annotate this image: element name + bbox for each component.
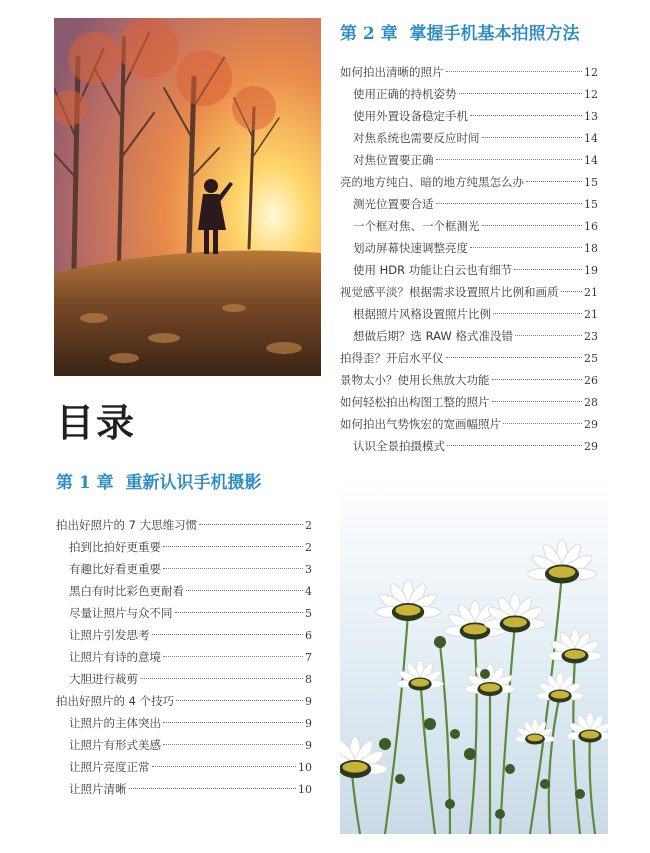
toc-entry-page: 23 <box>584 330 598 343</box>
toc-entry[interactable] <box>340 127 598 149</box>
toc-entry[interactable] <box>56 778 312 800</box>
toc-entry[interactable] <box>340 149 598 171</box>
toc-dot-leader <box>493 313 582 314</box>
toc-entry[interactable] <box>56 602 312 624</box>
toc-entry-title: 如何拍出气势恢宏的宽画幅照片 <box>340 417 501 431</box>
toc-entry[interactable] <box>340 193 598 215</box>
toc-entry-page: 12 <box>584 66 598 79</box>
toc-entry-page: 10 <box>298 761 312 774</box>
toc-dot-leader <box>163 546 303 547</box>
toc-entry[interactable] <box>340 259 598 281</box>
toc-entry[interactable] <box>56 712 312 734</box>
toc-dot-leader <box>163 722 303 723</box>
toc-entry-page: 8 <box>305 673 312 686</box>
toc-entry-page: 6 <box>305 629 312 642</box>
toc-title: 目录 <box>56 401 137 445</box>
toc-entry-title: 如何轻松拍出构图工整的照片 <box>340 395 490 409</box>
toc-entry-page: 3 <box>305 563 312 576</box>
toc-entry[interactable] <box>56 668 312 690</box>
toc-entry-page: 21 <box>584 286 598 299</box>
toc-entry[interactable] <box>340 171 598 193</box>
toc-entry-page: 10 <box>298 783 312 796</box>
toc-entry[interactable] <box>340 347 598 369</box>
toc-entry-page: 15 <box>584 198 598 211</box>
chapter-1-heading <box>56 468 262 493</box>
chapter-1-number: 第 1 章 <box>56 473 114 493</box>
toc-dot-leader <box>459 93 583 94</box>
toc-entry-title: 让照片亮度正常 <box>69 760 150 774</box>
toc-entry[interactable] <box>56 580 312 602</box>
toc-entry[interactable] <box>340 303 598 325</box>
toc-entry-title: 对焦系统也需要反应时间 <box>353 131 480 145</box>
toc-entry-page: 4 <box>305 585 312 598</box>
toc-entry[interactable] <box>340 391 598 413</box>
toc-dot-leader <box>163 744 303 745</box>
toc-entry-title: 想做后期？选 RAW 格式准没错 <box>353 329 513 343</box>
toc-dot-leader <box>163 656 303 657</box>
toc-entry-page: 29 <box>584 418 598 431</box>
toc-entry-page: 29 <box>584 440 598 453</box>
toc-dot-leader <box>140 678 303 679</box>
chapter-1-toc-list <box>56 514 312 800</box>
toc-entry-title: 让照片引发思考 <box>69 628 150 642</box>
toc-entry-page: 2 <box>305 541 312 554</box>
toc-entry[interactable] <box>56 756 312 778</box>
toc-entry[interactable] <box>340 369 598 391</box>
toc-entry-page: 13 <box>584 110 598 123</box>
toc-dot-leader <box>163 568 303 569</box>
toc-entry-title: 一个框对焦、一个框测光 <box>353 219 480 233</box>
toc-entry-page: 14 <box>584 154 598 167</box>
toc-entry-title: 有趣比好看更重要 <box>69 562 161 576</box>
toc-dot-leader <box>492 379 583 380</box>
toc-entry-page: 21 <box>584 308 598 321</box>
toc-dot-leader <box>436 203 583 204</box>
toc-entry-title: 亮的地方纯白、暗的地方纯黑怎么办 <box>340 175 524 189</box>
chapter-2-title: 掌握手机基本拍照方法 <box>409 24 580 44</box>
toc-entry-page: 18 <box>584 242 598 255</box>
toc-entry-page: 9 <box>305 717 312 730</box>
toc-entry-title: 尽量让照片与众不同 <box>69 606 173 620</box>
toc-entry[interactable] <box>340 281 598 303</box>
toc-entry-title: 对焦位置要正确 <box>353 153 434 167</box>
toc-entry[interactable] <box>56 734 312 756</box>
toc-dot-leader <box>561 291 583 292</box>
toc-entry-title: 拍得歪？开启水平仪 <box>340 351 444 365</box>
toc-entry-page: 26 <box>584 374 598 387</box>
toc-entry-page: 7 <box>305 651 312 664</box>
toc-dot-leader <box>470 247 582 248</box>
toc-entry-title: 认识全景拍摄模式 <box>353 439 445 453</box>
toc-dot-leader <box>176 700 303 701</box>
toc-dot-leader <box>129 788 297 789</box>
toc-entry-title: 拍出好照片的 4 个技巧 <box>56 694 175 708</box>
toc-dot-leader <box>199 524 303 525</box>
toc-dot-leader <box>446 71 583 72</box>
toc-entry[interactable] <box>56 536 312 558</box>
toc-entry-title: 根据照片风格设置照片比例 <box>353 307 491 321</box>
toc-entry-page: 28 <box>584 396 598 409</box>
toc-entry-title: 让照片有形式美感 <box>69 738 161 752</box>
toc-dot-leader <box>492 401 583 402</box>
toc-dot-leader <box>470 115 582 116</box>
daisies-photo <box>340 474 608 834</box>
toc-entry[interactable] <box>340 413 598 435</box>
toc-entry-title: 使用正确的持机姿势 <box>353 87 457 101</box>
toc-entry[interactable] <box>56 646 312 668</box>
toc-entry[interactable] <box>56 514 312 536</box>
toc-entry-title: 大胆进行裁剪 <box>69 672 138 686</box>
autumn-silhouette-photo <box>54 18 321 376</box>
toc-entry-title: 让照片清晰 <box>69 782 127 796</box>
toc-entry-page: 12 <box>584 88 598 101</box>
toc-dot-leader <box>446 357 583 358</box>
toc-entry[interactable] <box>56 558 312 580</box>
toc-entry[interactable] <box>56 624 312 646</box>
toc-entry[interactable] <box>340 61 598 83</box>
toc-entry-page: 14 <box>584 132 598 145</box>
toc-entry[interactable] <box>340 435 598 457</box>
chapter-1-title: 重新认识手机摄影 <box>125 473 262 493</box>
toc-dot-leader <box>482 225 583 226</box>
toc-entry-title: 拍到比拍好更重要 <box>69 540 161 554</box>
toc-dot-leader <box>514 269 582 270</box>
toc-entry-title: 使用外置设备稳定手机 <box>353 109 468 123</box>
toc-dot-leader <box>526 181 582 182</box>
toc-entry-page: 15 <box>584 176 598 189</box>
toc-entry[interactable] <box>340 105 598 127</box>
toc-entry-title: 让照片的主体突出 <box>69 716 161 730</box>
toc-dot-leader <box>175 612 304 613</box>
toc-entry-title: 使用 HDR 功能让白云也有细节 <box>353 263 513 277</box>
toc-dot-leader <box>152 634 304 635</box>
toc-entry-page: 25 <box>584 352 598 365</box>
toc-dot-leader <box>482 137 583 138</box>
toc-entry-page: 2 <box>305 519 312 532</box>
toc-dot-leader <box>186 590 303 591</box>
chapter-2-heading <box>340 19 580 44</box>
toc-entry-title: 如何拍出清晰的照片 <box>340 65 444 79</box>
toc-entry-title: 测光位置要合适 <box>353 197 434 211</box>
toc-dot-leader <box>436 159 583 160</box>
toc-entry-page: 5 <box>305 607 312 620</box>
chapter-2-toc-list <box>340 61 598 457</box>
toc-entry-title: 拍出好照片的 7 大思维习惯 <box>56 518 198 532</box>
toc-dot-leader <box>503 423 582 424</box>
toc-entry-page: 9 <box>305 695 312 708</box>
toc-entry-page: 9 <box>305 739 312 752</box>
toc-dot-leader <box>447 445 582 446</box>
toc-entry-title: 视觉感平淡？根据需求设置照片比例和画质 <box>340 285 559 299</box>
toc-dot-leader <box>515 335 582 336</box>
toc-dot-leader <box>152 766 297 767</box>
toc-entry[interactable] <box>56 690 312 712</box>
chapter-2-number: 第 2 章 <box>340 24 398 44</box>
toc-entry[interactable] <box>340 215 598 237</box>
toc-entry-page: 16 <box>584 220 598 233</box>
toc-entry-title: 划动屏幕快速调整亮度 <box>353 241 468 255</box>
toc-entry-title: 景物太小？使用长焦放大功能 <box>340 373 490 387</box>
toc-entry-title: 让照片有诗的意境 <box>69 650 161 664</box>
toc-entry-page: 19 <box>584 264 598 277</box>
toc-entry-title: 黑白有时比彩色更耐看 <box>69 584 184 598</box>
toc-entry[interactable] <box>340 325 598 347</box>
toc-entry[interactable] <box>340 237 598 259</box>
toc-entry[interactable] <box>340 83 598 105</box>
